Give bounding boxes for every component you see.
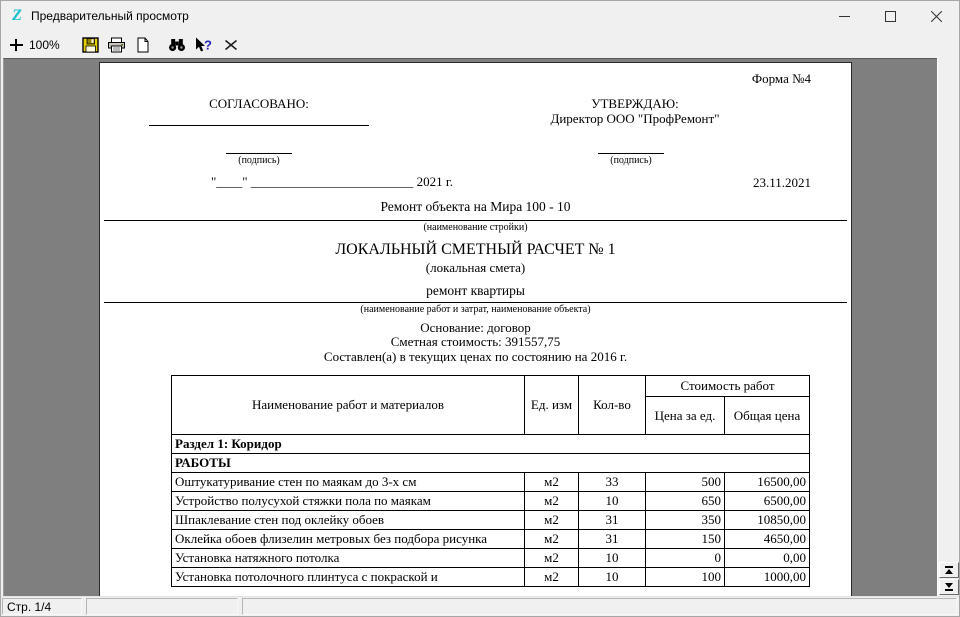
table-row	[172, 549, 810, 568]
row-unit-cell: м2	[525, 492, 579, 511]
scroll-to-top-button[interactable]	[939, 562, 959, 578]
row-unit-cell: м2	[525, 568, 579, 587]
row-name-cell: Оклейка обоев флизелин метровых без подбора рисунка	[172, 530, 525, 549]
row-unit-cell: м2	[525, 473, 579, 492]
app-icon: Z	[12, 7, 22, 24]
preview-area	[1, 58, 959, 596]
binoculars-icon	[167, 37, 187, 53]
page-indicator: Стр. 1/4	[2, 598, 82, 615]
approved-title: УТВЕРЖДАЮ:	[591, 96, 679, 111]
minimize-button[interactable]	[821, 1, 867, 31]
vertical-scrollbar[interactable]	[937, 58, 959, 596]
col-header-total: Общая цена	[725, 397, 810, 435]
agreed-signature-block	[189, 153, 329, 166]
object-caption: (наименование работ и затрат, наименование объекта)	[360, 304, 591, 315]
row-total-cell: 6500,00	[725, 492, 810, 511]
zoom-tool-icon	[9, 37, 25, 53]
row-name-cell: Оштукатуривание стен по маякам до 3-х см	[172, 473, 525, 492]
signature-line	[226, 153, 292, 154]
row-total-cell: 1000,00	[725, 568, 810, 587]
construction-underline	[104, 220, 847, 221]
status-panel-3	[242, 598, 957, 615]
row-unit-cell: м2	[525, 530, 579, 549]
print-button[interactable]	[107, 34, 126, 56]
form-label: Форма №4	[751, 71, 811, 86]
agreed-title: СОГЛАСОВАНО:	[209, 96, 309, 111]
col-header-qty: Кол-во	[579, 376, 646, 435]
row-qty-cell: 31	[579, 530, 646, 549]
maximize-button[interactable]	[867, 1, 913, 31]
table-row	[172, 473, 810, 492]
row-price-cell: 650	[646, 492, 725, 511]
close-x-icon	[223, 37, 239, 53]
scroll-bottom-icon	[945, 589, 953, 591]
row-total-cell: 4650,00	[725, 530, 810, 549]
col-header-name: Наименование работ и материалов	[172, 376, 525, 435]
approved-by: Директор ООО "ПрофРемонт"	[550, 111, 720, 126]
cost-line: Сметная стоимость: 391557,75	[390, 334, 561, 349]
section-row	[172, 435, 810, 454]
triangle-up-icon	[945, 569, 953, 574]
table-row	[172, 530, 810, 549]
row-price-cell: 150	[646, 530, 725, 549]
agreed-date-line: "____" _________________________ 2021 г.	[211, 174, 453, 189]
row-unit-cell: м2	[525, 549, 579, 568]
agreed-underline	[149, 125, 369, 126]
window-title: Предварительный просмотр	[31, 9, 189, 23]
row-name-cell: Шпаклевание стен под оклейку обоев	[172, 511, 525, 530]
table-row	[172, 568, 810, 587]
row-qty-cell: 10	[579, 549, 646, 568]
minimize-icon	[839, 11, 850, 22]
current-prices-line: Составлен(а) в текущих ценах по состоянию на 2016 г.	[323, 349, 628, 364]
preview-canvas	[3, 58, 937, 596]
construction-name: Ремонт объекта на Мира 100 - 10	[380, 199, 571, 214]
page-icon	[135, 37, 151, 53]
row-name-cell: Установка натяжного потолка	[172, 549, 525, 568]
group-row	[172, 454, 810, 473]
section-title: Раздел 1: Коридор	[172, 435, 810, 454]
zoom-level-value[interactable]: 100%	[29, 37, 60, 52]
close-preview-button[interactable]	[223, 34, 239, 56]
row-price-cell: 350	[646, 511, 725, 530]
find-button[interactable]	[167, 34, 187, 56]
row-total-cell: 0,00	[725, 549, 810, 568]
row-name-cell: Установка потолочного плинтуса с покраской и	[172, 568, 525, 587]
construction-caption: (наименование стройки)	[423, 222, 528, 233]
row-price-cell: 0	[646, 549, 725, 568]
table-row	[172, 511, 810, 530]
close-window-button[interactable]	[913, 1, 959, 31]
signature-line	[598, 153, 664, 154]
maximize-icon	[885, 11, 896, 22]
estimate-subtitle: (локальная смета)	[425, 260, 526, 275]
row-qty-cell: 10	[579, 492, 646, 511]
basis-line: Основание: договор	[420, 320, 531, 335]
svg-text:?: ?	[203, 37, 212, 52]
toolbar	[1, 31, 959, 58]
row-qty-cell: 31	[579, 511, 646, 530]
triangle-down-icon	[945, 583, 953, 588]
row-price-cell: 100	[646, 568, 725, 587]
approved-date: 23.11.2021	[752, 175, 811, 190]
object-underline	[104, 302, 847, 303]
statusbar	[1, 596, 959, 616]
col-header-cost-group: Стоимость работ	[646, 376, 810, 397]
table-row	[172, 492, 810, 511]
titlebar[interactable]	[1, 1, 959, 31]
save-icon	[82, 37, 99, 53]
document-page	[99, 62, 852, 596]
save-button[interactable]	[82, 34, 99, 56]
estimate-table	[171, 375, 810, 587]
signature-caption: (подпись)	[238, 155, 280, 166]
signature-caption: (подпись)	[610, 155, 652, 166]
scroll-top-icon	[945, 566, 953, 568]
row-unit-cell: м2	[525, 511, 579, 530]
object-name: ремонт квартиры	[426, 283, 525, 298]
col-header-unit-price: Цена за ед.	[646, 397, 725, 435]
approved-signature-block	[561, 153, 701, 166]
help-cursor-icon	[193, 37, 213, 53]
close-icon	[931, 11, 942, 22]
row-qty-cell: 10	[579, 568, 646, 587]
row-total-cell: 10850,00	[725, 511, 810, 530]
estimate-title: ЛОКАЛЬНЫЙ СМЕТНЫЙ РАСЧЕТ № 1	[335, 241, 616, 258]
row-name-cell: Устройство полусухой стяжки пола по маякам	[172, 492, 525, 511]
page-setup-button[interactable]	[135, 34, 151, 56]
group-title: РАБОТЫ	[172, 454, 810, 473]
table-body	[172, 473, 810, 587]
row-qty-cell: 33	[579, 473, 646, 492]
scroll-to-bottom-button[interactable]	[939, 579, 959, 595]
zoom-tool-button[interactable]	[9, 34, 25, 56]
status-panel-2	[86, 598, 238, 615]
row-total-cell: 16500,00	[725, 473, 810, 492]
col-header-unit: Ед. изм	[525, 376, 579, 435]
print-icon	[107, 37, 126, 53]
context-help-button[interactable]	[193, 34, 213, 56]
row-price-cell: 500	[646, 473, 725, 492]
